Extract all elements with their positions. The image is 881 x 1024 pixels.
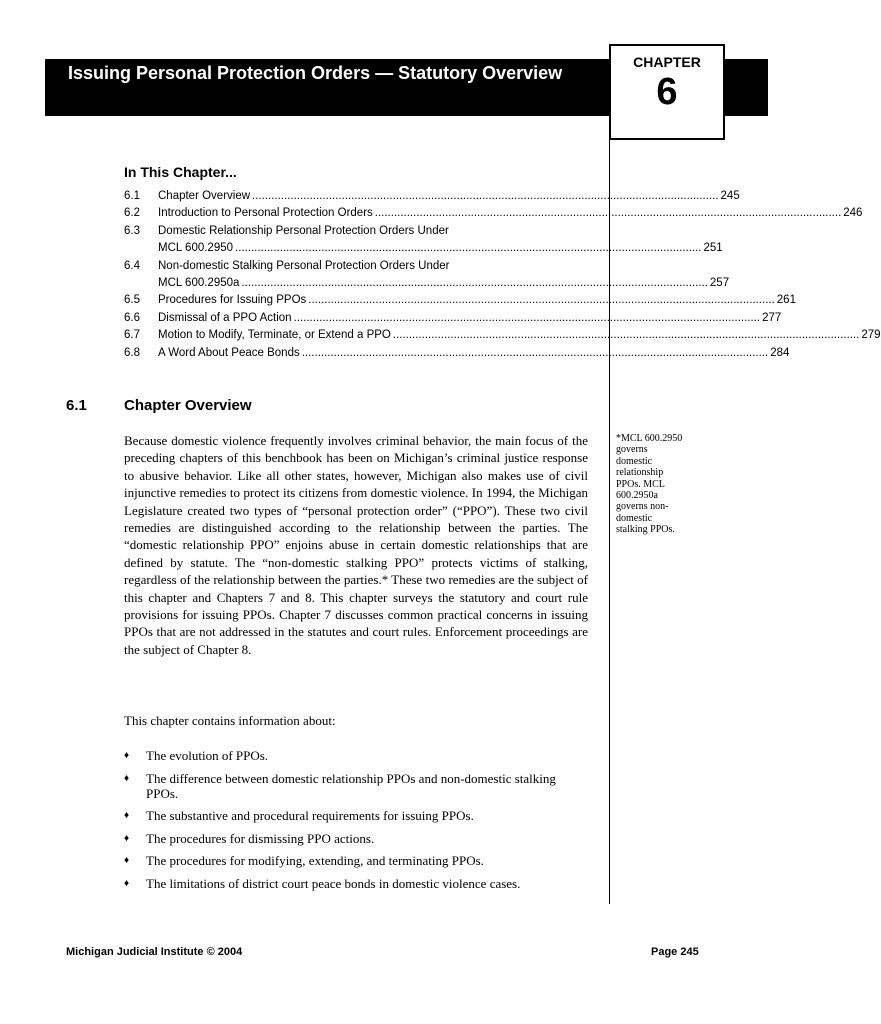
footer-publisher: Michigan Judicial Institute © 2004 [66,946,243,958]
diamond-bullet-icon: ♦ [124,877,130,889]
table-of-contents [124,188,881,362]
list-item-text: The limitations of district court peace bonds in domestic violence cases. [146,875,521,891]
toc-entry-page: 257 [709,277,730,290]
list-intro: This chapter contains information about: [124,713,336,728]
list-item [124,831,564,846]
toc-entry-number: 6.2 [124,207,140,220]
toc-entry-title: Chapter Overview [158,190,251,202]
toc-entry-number: 6.3 [124,224,140,237]
diamond-bullet-icon: ♦ [124,810,130,821]
list-item [124,771,564,801]
toc-leader-dots [241,275,707,292]
toc-entry[interactable] [124,327,881,344]
toc-heading: In This Chapter... [124,164,237,180]
list-item-text: The difference between domestic relationship PPOs and non-domestic stalking PPOs. [146,770,556,801]
toc-entry-number: 6.5 [124,294,140,307]
toc-entry-title: MCL 600.2950a [158,277,240,290]
toc-entry-number: 6.4 [124,259,140,272]
diamond-bullet-icon: ♦ [124,772,130,784]
toc-entry[interactable] [124,188,740,205]
toc-entry[interactable] [124,310,782,327]
chapter-title: Issuing Personal Protection Orders — Statutory Overview [68,63,563,83]
toc-leader-dots [235,240,701,257]
toc-entry-title: Introduction to Personal Protection Orders [158,207,373,220]
list-item-text: The procedures for dismissing PPO actions. [146,830,375,846]
toc-entry[interactable] [124,258,730,293]
toc-entry-title: Procedures for Issuing PPOs [158,294,307,307]
toc-leader-dots [252,188,718,205]
toc-entry[interactable] [124,205,863,222]
toc-entry-number: 6.7 [124,329,140,342]
toc-entry-page: 261 [776,294,796,307]
toc-entry-page: 245 [720,190,740,202]
toc-entry-number: 6.6 [124,311,140,324]
chapter-badge [609,44,725,140]
toc-leader-dots [294,310,760,327]
toc-entry-title: Domestic Relationship Personal Protection Orders Under [158,224,449,237]
list-item [124,808,564,823]
toc-entry-page: 277 [762,311,782,324]
toc-entry[interactable] [124,345,790,362]
toc-entry-title: Motion to Modify, Terminate, or Extend a PPO [158,329,391,342]
toc-entry[interactable] [124,292,796,309]
section-number: 6.1 [66,397,87,414]
list-item-text: The evolution of PPOs. [146,748,269,763]
toc-leader-dots [375,205,841,222]
toc-entry-title: Non-domestic Stalking Personal Protection Orders Under [158,259,450,272]
toc-entry-page: 246 [843,207,863,220]
toc-entry-page: 284 [770,346,790,359]
toc-entry-title: A Word About Peace Bonds [158,346,300,359]
list-item-text: The substantive and procedural requirements for issuing PPOs. [146,808,474,823]
margin-note: *MCL 600.2950 governs domestic relationship PPOs. MCL 600.2950a governs non-domestic stalking PPOs. [616,433,683,536]
toc-entry-title: Dismissal of a PPO Action [158,311,292,324]
list-item-text: The procedures for modifying, extending, and terminating PPOs. [146,853,484,868]
diamond-bullet-icon: ♦ [124,855,130,866]
diamond-bullet-icon: ♦ [124,832,130,844]
toc-entry-number: 6.8 [124,346,140,359]
toc-entry-title: MCL 600.2950 [158,242,234,255]
toc-leader-dots [308,292,774,309]
toc-entry-number: 6.1 [124,190,140,202]
toc-entry-page: 251 [703,242,723,255]
toc-entry[interactable] [124,223,723,258]
toc-entry-page: 279 [861,329,881,342]
section-title: Chapter Overview [124,397,252,414]
toc-leader-dots [302,345,768,362]
footer-page-number: Page 245 [651,946,699,958]
chapter-number: 6 [656,71,678,113]
topics-list [124,748,564,898]
list-item [124,876,564,891]
toc-leader-dots [393,327,859,344]
list-item [124,853,564,868]
list-item [124,748,564,763]
chapter-label: CHAPTER [633,54,701,70]
diamond-bullet-icon: ♦ [124,750,130,761]
overview-paragraph: Because domestic violence frequently involves criminal behavior, the main focus of the preceding chapters of this benchbook has been on Michigan’s criminal justice response to abusive behavior. Like all other states, however, Michigan also makes use of civil injunctive remedies to protect its citizens from domestic violence. In 1994, the Michigan Legislature created two types of “personal protection order” (“PPO”). These two civil remedies are distinguished according to the relationship between the parties. The “domestic relationship PPO” enjoins abuse in certain domestic relationships that are defined by statute. The “non-domestic stalking PPO” protects victims of stalking, regardless of the relationship between the parties.* These two remedies are the subject of this chapter and Chapters 7 and 8. This chapter surveys the statutory and court rule provisions for issuing PPOs. Chapter 7 discusses common practical concerns in issuing PPOs that are not addressed in the statutes and court rules. Enforcement proceedings are the subject of Chapter 8. [124,433,588,657]
